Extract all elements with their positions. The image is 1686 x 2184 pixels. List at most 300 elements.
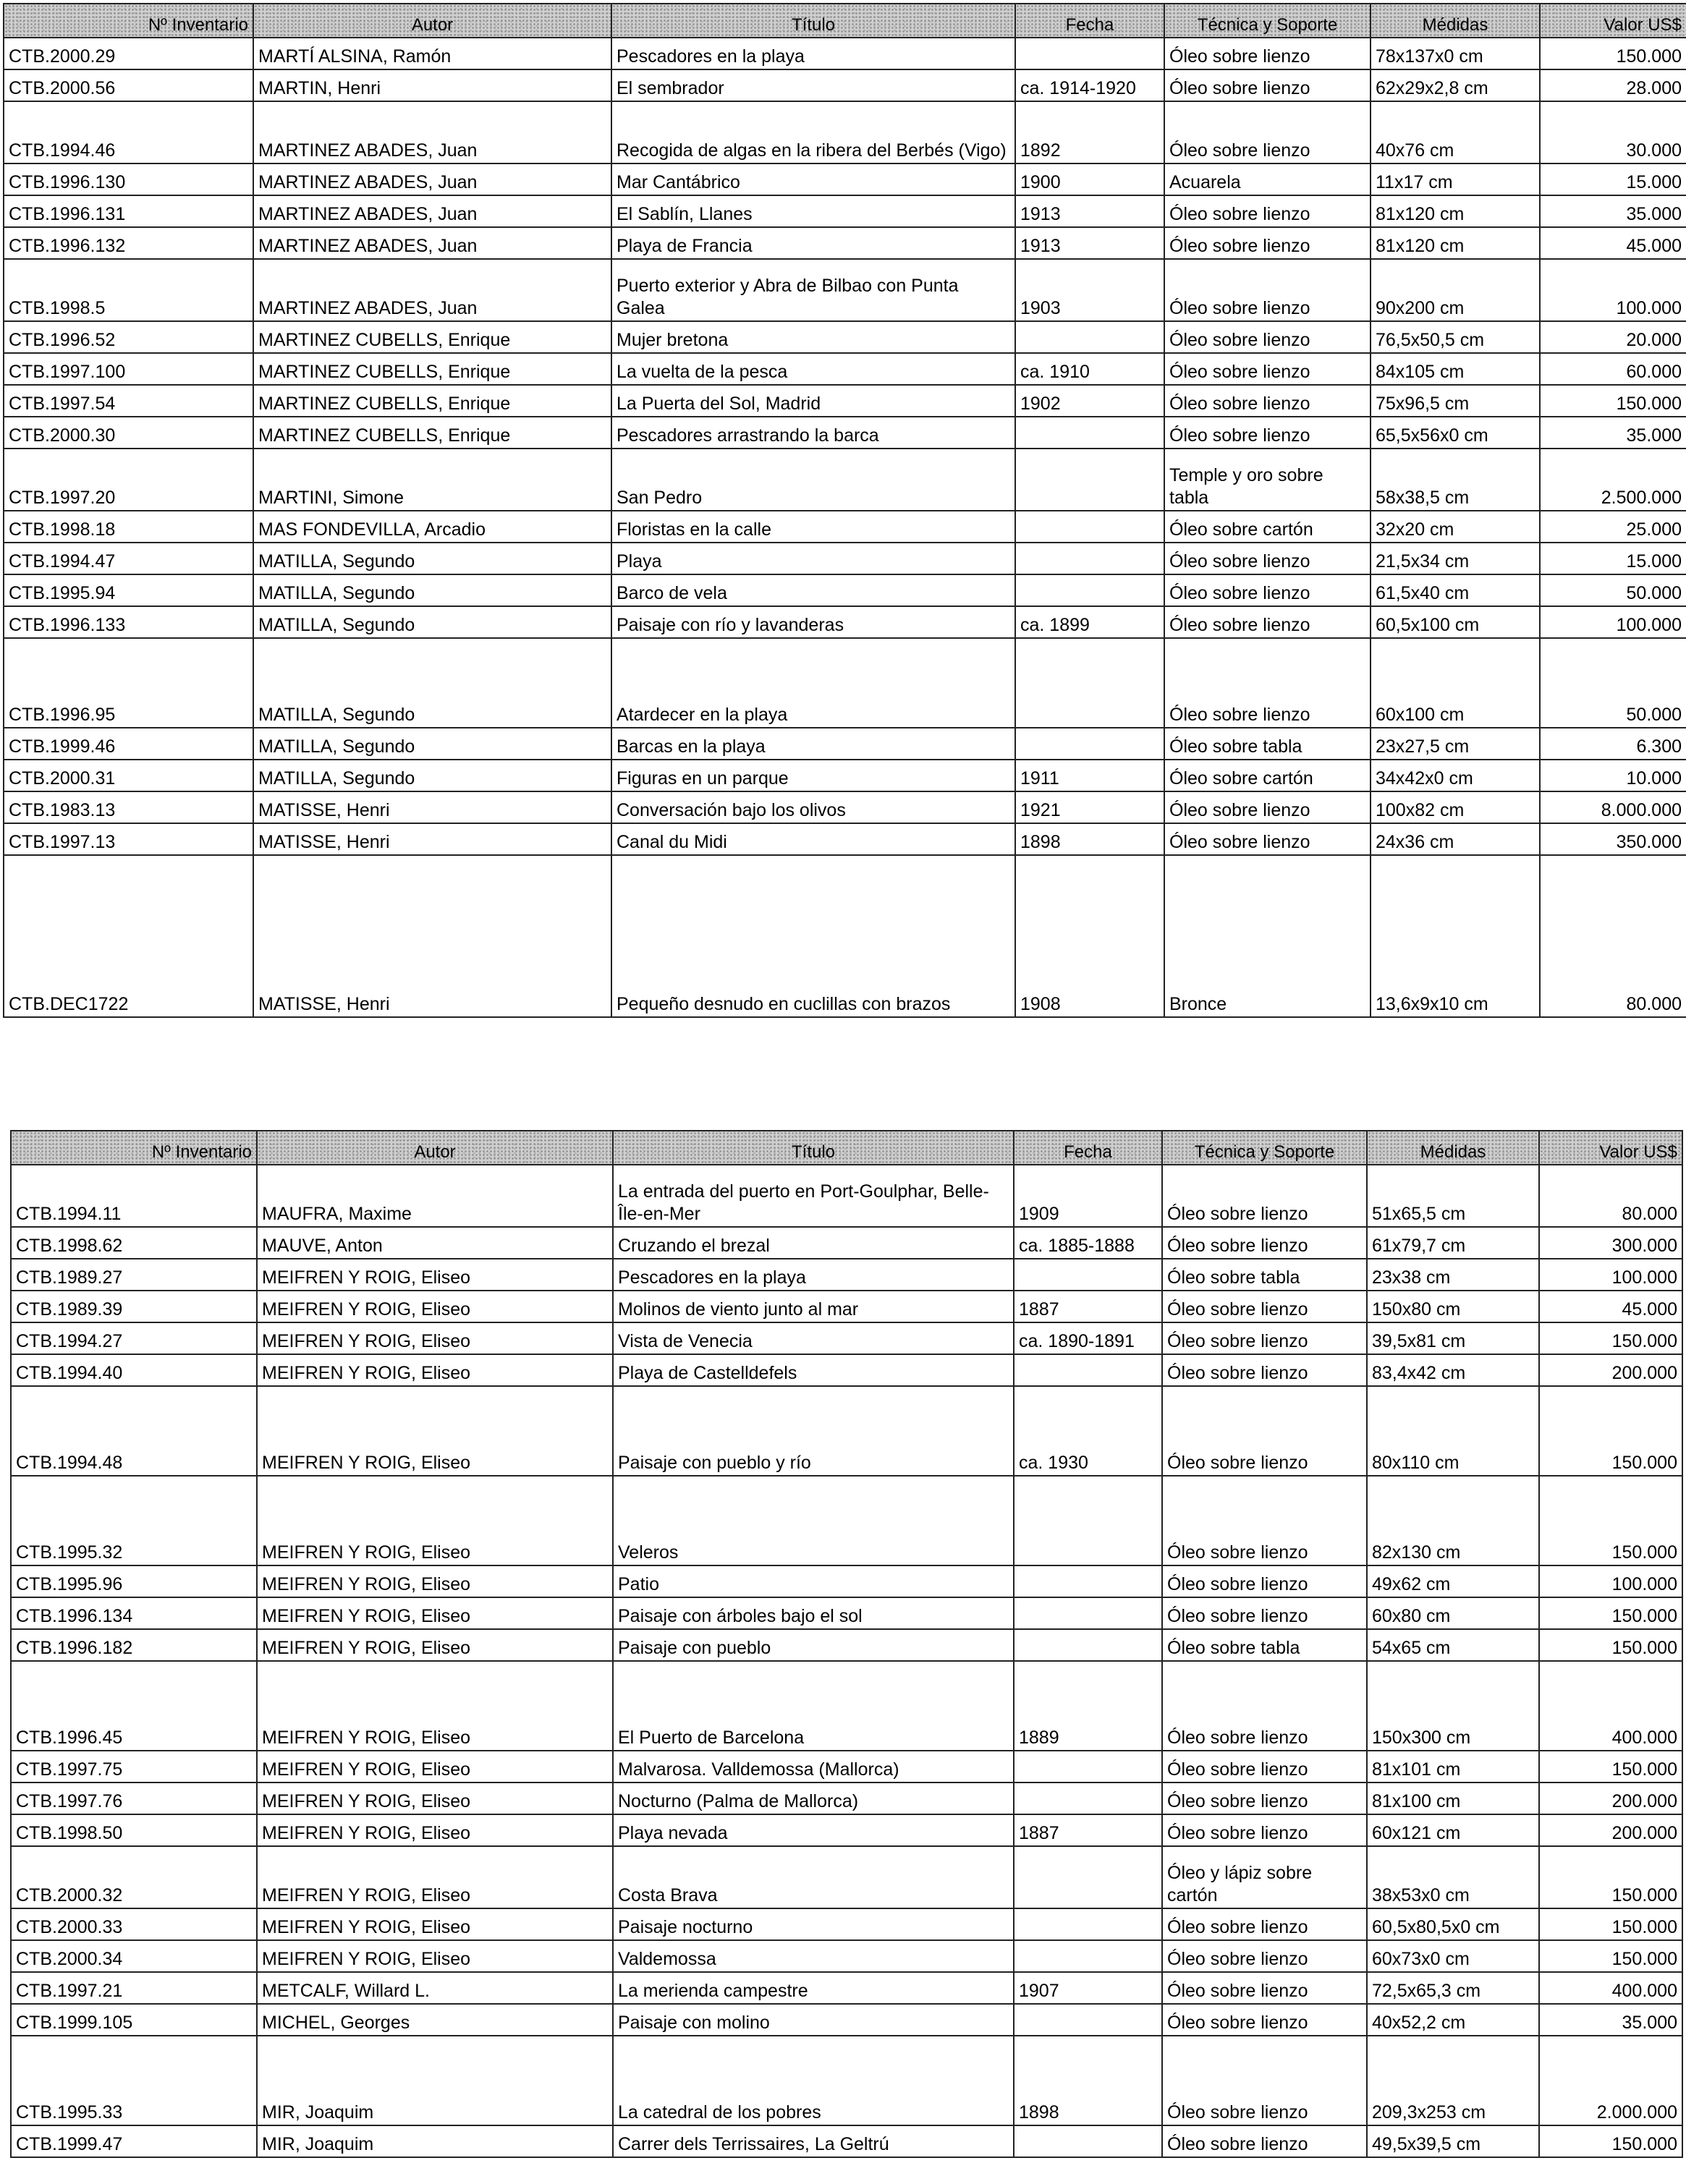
inventory-table-2	[10, 1130, 1683, 2158]
cell-inventario: CTB.1999.105	[11, 2004, 257, 2036]
cell-valor: 45.000	[1539, 1291, 1682, 1322]
cell-titulo: Playa de Francia	[611, 227, 1015, 259]
cell-medidas: 81x100 cm	[1367, 1783, 1539, 1814]
cell-medidas: 32x20 cm	[1371, 511, 1540, 543]
cell-fecha: 1898	[1015, 823, 1164, 855]
cell-medidas: 60,5x100 cm	[1371, 606, 1540, 638]
cell-autor: MEIFREN Y ROIG, Eliseo	[257, 1597, 613, 1629]
inventory-table-1	[3, 3, 1686, 1018]
cell-titulo: Playa de Castelldefels	[613, 1354, 1014, 1386]
cell-inventario: CTB.2000.30	[4, 417, 253, 449]
table-row	[4, 259, 1686, 321]
cell-medidas: 49x62 cm	[1367, 1565, 1539, 1597]
cell-medidas: 100x82 cm	[1371, 791, 1540, 823]
cell-inventario: CTB.1995.33	[11, 2036, 257, 2125]
cell-tecnica: Óleo sobre lienzo	[1162, 1908, 1367, 1940]
cell-medidas: 209,3x253 cm	[1367, 2036, 1539, 2125]
cell-tecnica: Óleo sobre lienzo	[1164, 385, 1371, 417]
cell-tecnica: Óleo sobre lienzo	[1162, 1476, 1367, 1565]
table-row	[4, 449, 1686, 511]
cell-autor: MEIFREN Y ROIG, Eliseo	[257, 1940, 613, 1972]
cell-autor: MIR, Joaquim	[257, 2036, 613, 2125]
cell-titulo: Paisaje con molino	[613, 2004, 1014, 2036]
cell-tecnica: Óleo sobre cartón	[1164, 511, 1371, 543]
cell-titulo: Canal du Midi	[611, 823, 1015, 855]
cell-tecnica: Óleo sobre cartón	[1164, 760, 1371, 791]
cell-titulo: Vista de Venecia	[613, 1322, 1014, 1354]
cell-inventario: CTB.2000.32	[11, 1846, 257, 1908]
cell-autor: MEIFREN Y ROIG, Eliseo	[257, 1354, 613, 1386]
cell-medidas: 81x101 cm	[1367, 1751, 1539, 1783]
cell-inventario: CTB.1998.18	[4, 511, 253, 543]
cell-valor: 2.500.000	[1540, 449, 1686, 511]
cell-fecha: 1908	[1015, 855, 1164, 1017]
cell-fecha	[1015, 728, 1164, 760]
cell-autor: MATILLA, Segundo	[253, 606, 611, 638]
cell-fecha: 1898	[1014, 2036, 1162, 2125]
cell-fecha: 1887	[1014, 1814, 1162, 1846]
cell-medidas: 24x36 cm	[1371, 823, 1540, 855]
cell-inventario: CTB.1996.95	[4, 638, 253, 728]
cell-autor: MARTINEZ ABADES, Juan	[253, 259, 611, 321]
cell-fecha	[1015, 449, 1164, 511]
cell-valor: 20.000	[1540, 321, 1686, 353]
cell-autor: MARTINEZ CUBELLS, Enrique	[253, 417, 611, 449]
cell-medidas: 72,5x65,3 cm	[1367, 1972, 1539, 2004]
cell-tecnica: Óleo sobre lienzo	[1162, 1227, 1367, 1259]
cell-inventario: CTB.1994.46	[4, 101, 253, 163]
cell-valor: 80.000	[1540, 855, 1686, 1017]
col-header-valor: Valor US$	[1540, 4, 1686, 38]
cell-valor: 100.000	[1540, 259, 1686, 321]
cell-valor: 15.000	[1540, 543, 1686, 574]
cell-valor: 6.300	[1540, 728, 1686, 760]
cell-valor: 150.000	[1539, 1322, 1682, 1354]
cell-fecha	[1014, 1629, 1162, 1661]
cell-tecnica: Óleo sobre lienzo	[1164, 227, 1371, 259]
cell-inventario: CTB.2000.31	[4, 760, 253, 791]
table-row	[4, 855, 1686, 1017]
cell-titulo: Nocturno (Palma de Mallorca)	[613, 1783, 1014, 1814]
cell-inventario: CTB.1994.48	[11, 1386, 257, 1476]
cell-titulo: Cruzando el brezal	[613, 1227, 1014, 1259]
cell-fecha: 1913	[1015, 195, 1164, 227]
cell-valor: 80.000	[1539, 1165, 1682, 1227]
cell-autor: METCALF, Willard L.	[257, 1972, 613, 2004]
cell-titulo: Figuras en un parque	[611, 760, 1015, 791]
table-row	[4, 195, 1686, 227]
cell-valor: 150.000	[1539, 2125, 1682, 2157]
table-row	[4, 760, 1686, 791]
cell-fecha	[1014, 1751, 1162, 1783]
cell-valor: 150.000	[1539, 1629, 1682, 1661]
table-row	[11, 1565, 1682, 1597]
table-row	[11, 1940, 1682, 1972]
cell-fecha	[1014, 1940, 1162, 1972]
cell-fecha	[1015, 638, 1164, 728]
cell-titulo: Paisaje con río y lavanderas	[611, 606, 1015, 638]
cell-titulo: Malvarosa. Valldemossa (Mallorca)	[613, 1751, 1014, 1783]
cell-tecnica: Óleo sobre lienzo	[1164, 543, 1371, 574]
cell-fecha	[1014, 1354, 1162, 1386]
cell-titulo: Costa Brava	[613, 1846, 1014, 1908]
cell-titulo: San Pedro	[611, 449, 1015, 511]
cell-fecha: 1900	[1015, 163, 1164, 195]
table-row	[4, 385, 1686, 417]
table-row	[4, 543, 1686, 574]
cell-medidas: 34x42x0 cm	[1371, 760, 1540, 791]
col-header-titulo: Título	[613, 1131, 1014, 1165]
cell-autor: MEIFREN Y ROIG, Eliseo	[257, 1565, 613, 1597]
cell-tecnica: Óleo sobre lienzo	[1162, 1940, 1367, 1972]
cell-inventario: CTB.1998.50	[11, 1814, 257, 1846]
cell-medidas: 84x105 cm	[1371, 353, 1540, 385]
cell-fecha: 1909	[1014, 1165, 1162, 1227]
cell-valor: 400.000	[1539, 1661, 1682, 1751]
cell-titulo: La merienda campestre	[613, 1972, 1014, 2004]
cell-medidas: 81x120 cm	[1371, 227, 1540, 259]
cell-tecnica: Óleo sobre lienzo	[1162, 1322, 1367, 1354]
cell-inventario: CTB.1999.46	[4, 728, 253, 760]
table-row	[4, 638, 1686, 728]
cell-autor: MEIFREN Y ROIG, Eliseo	[257, 1476, 613, 1565]
cell-medidas: 21,5x34 cm	[1371, 543, 1540, 574]
table-row	[11, 2004, 1682, 2036]
cell-tecnica: Acuarela	[1164, 163, 1371, 195]
cell-tecnica: Óleo sobre lienzo	[1162, 1783, 1367, 1814]
col-header-tecnica: Técnica y Soporte	[1164, 4, 1371, 38]
cell-titulo: Floristas en la calle	[611, 511, 1015, 543]
cell-titulo: El Puerto de Barcelona	[613, 1661, 1014, 1751]
cell-fecha	[1014, 1597, 1162, 1629]
table-row	[11, 1291, 1682, 1322]
cell-valor: 150.000	[1539, 1940, 1682, 1972]
table-row	[4, 69, 1686, 101]
table-row	[4, 791, 1686, 823]
cell-autor: MAS FONDEVILLA, Arcadio	[253, 511, 611, 543]
cell-tecnica: Óleo sobre lienzo	[1162, 1972, 1367, 2004]
cell-inventario: CTB.1996.45	[11, 1661, 257, 1751]
cell-inventario: CTB.1994.27	[11, 1322, 257, 1354]
cell-titulo: Paisaje con pueblo	[613, 1629, 1014, 1661]
cell-tecnica: Óleo sobre lienzo	[1162, 1597, 1367, 1629]
cell-fecha	[1015, 543, 1164, 574]
cell-titulo: La entrada del puerto en Port-Goulphar, Belle-Île-en-Mer	[613, 1165, 1014, 1227]
cell-valor: 35.000	[1540, 417, 1686, 449]
cell-inventario: CTB.1997.100	[4, 353, 253, 385]
cell-autor: MARTINI, Simone	[253, 449, 611, 511]
cell-tecnica: Óleo sobre tabla	[1162, 1259, 1367, 1291]
cell-medidas: 11x17 cm	[1371, 163, 1540, 195]
cell-autor: MARTINEZ ABADES, Juan	[253, 227, 611, 259]
cell-autor: MICHEL, Georges	[257, 2004, 613, 2036]
table-row	[4, 163, 1686, 195]
cell-inventario: CTB.1994.11	[11, 1165, 257, 1227]
cell-fecha	[1014, 1783, 1162, 1814]
cell-medidas: 150x80 cm	[1367, 1291, 1539, 1322]
cell-autor: MEIFREN Y ROIG, Eliseo	[257, 1751, 613, 1783]
cell-inventario: CTB.1998.62	[11, 1227, 257, 1259]
cell-titulo: El Sablín, Llanes	[611, 195, 1015, 227]
table-row	[4, 227, 1686, 259]
cell-medidas: 60x73x0 cm	[1367, 1940, 1539, 1972]
cell-tecnica: Óleo sobre lienzo	[1162, 2004, 1367, 2036]
cell-titulo: Recogida de algas en la ribera del Berbés (Vigo)	[611, 101, 1015, 163]
cell-fecha	[1014, 1846, 1162, 1908]
table-row	[4, 101, 1686, 163]
table-row	[11, 1661, 1682, 1751]
cell-inventario: CTB.2000.34	[11, 1940, 257, 1972]
cell-tecnica: Óleo sobre lienzo	[1162, 1291, 1367, 1322]
cell-tecnica: Óleo sobre lienzo	[1164, 791, 1371, 823]
cell-medidas: 51x65,5 cm	[1367, 1165, 1539, 1227]
cell-valor: 150.000	[1539, 1476, 1682, 1565]
cell-medidas: 83,4x42 cm	[1367, 1354, 1539, 1386]
cell-medidas: 23x38 cm	[1367, 1259, 1539, 1291]
cell-inventario: CTB.2000.33	[11, 1908, 257, 1940]
cell-tecnica: Óleo sobre lienzo	[1162, 1386, 1367, 1476]
col-header-medidas: Médidas	[1367, 1131, 1539, 1165]
cell-tecnica: Óleo sobre lienzo	[1162, 1661, 1367, 1751]
cell-titulo: Paisaje con pueblo y río	[613, 1386, 1014, 1476]
cell-inventario: CTB.1989.39	[11, 1291, 257, 1322]
cell-fecha	[1014, 1476, 1162, 1565]
table-row	[11, 1259, 1682, 1291]
cell-fecha: 1887	[1014, 1291, 1162, 1322]
cell-valor: 150.000	[1539, 1386, 1682, 1476]
cell-autor: MEIFREN Y ROIG, Eliseo	[257, 1783, 613, 1814]
table-row	[11, 1227, 1682, 1259]
table-row	[4, 511, 1686, 543]
cell-medidas: 61,5x40 cm	[1371, 574, 1540, 606]
cell-autor: MEIFREN Y ROIG, Eliseo	[257, 1322, 613, 1354]
cell-autor: MIR, Joaquim	[257, 2125, 613, 2157]
cell-medidas: 40x76 cm	[1371, 101, 1540, 163]
cell-valor: 150.000	[1539, 1597, 1682, 1629]
cell-titulo: Puerto exterior y Abra de Bilbao con Punta Galea	[611, 259, 1015, 321]
cell-valor: 150.000	[1540, 38, 1686, 69]
cell-medidas: 81x120 cm	[1371, 195, 1540, 227]
table-row	[4, 417, 1686, 449]
cell-tecnica: Óleo y lápiz sobre cartón	[1162, 1846, 1367, 1908]
cell-fecha: ca. 1914-1920	[1015, 69, 1164, 101]
cell-medidas: 38x53x0 cm	[1367, 1846, 1539, 1908]
col-header-tecnica: Técnica y Soporte	[1162, 1131, 1367, 1165]
cell-valor: 150.000	[1539, 1751, 1682, 1783]
cell-titulo: Barco de vela	[611, 574, 1015, 606]
cell-valor: 200.000	[1539, 1814, 1682, 1846]
cell-fecha: 1902	[1015, 385, 1164, 417]
cell-inventario: CTB.1983.13	[4, 791, 253, 823]
cell-valor: 150.000	[1539, 1846, 1682, 1908]
cell-autor: MARTINEZ CUBELLS, Enrique	[253, 385, 611, 417]
table-row	[4, 321, 1686, 353]
cell-inventario: CTB.1989.27	[11, 1259, 257, 1291]
cell-inventario: CTB.1998.5	[4, 259, 253, 321]
cell-valor: 350.000	[1540, 823, 1686, 855]
cell-inventario: CTB.1999.47	[11, 2125, 257, 2157]
cell-valor: 15.000	[1540, 163, 1686, 195]
cell-autor: MARTIN, Henri	[253, 69, 611, 101]
cell-autor: MATISSE, Henri	[253, 823, 611, 855]
cell-fecha: 1907	[1014, 1972, 1162, 2004]
cell-inventario: CTB.2000.29	[4, 38, 253, 69]
cell-inventario: CTB.1996.130	[4, 163, 253, 195]
table-row	[11, 1629, 1682, 1661]
cell-medidas: 150x300 cm	[1367, 1661, 1539, 1751]
cell-titulo: Paisaje con árboles bajo el sol	[613, 1597, 1014, 1629]
cell-valor: 200.000	[1539, 1783, 1682, 1814]
cell-fecha: 1889	[1014, 1661, 1162, 1751]
cell-tecnica: Óleo sobre lienzo	[1164, 417, 1371, 449]
cell-autor: MEIFREN Y ROIG, Eliseo	[257, 1814, 613, 1846]
cell-inventario: CTB.1997.13	[4, 823, 253, 855]
cell-titulo: Paisaje nocturno	[613, 1908, 1014, 1940]
cell-inventario: CTB.1996.182	[11, 1629, 257, 1661]
cell-tecnica: Óleo sobre lienzo	[1164, 574, 1371, 606]
cell-inventario: CTB.1995.96	[11, 1565, 257, 1597]
cell-tecnica: Óleo sobre lienzo	[1164, 606, 1371, 638]
cell-inventario: CTB.1996.132	[4, 227, 253, 259]
cell-valor: 35.000	[1540, 195, 1686, 227]
cell-autor: MEIFREN Y ROIG, Eliseo	[257, 1661, 613, 1751]
cell-inventario: CTB.DEC1722	[4, 855, 253, 1017]
cell-titulo: Pescadores arrastrando la barca	[611, 417, 1015, 449]
table-row	[11, 1386, 1682, 1476]
table-row	[11, 2036, 1682, 2125]
cell-fecha: ca. 1890-1891	[1014, 1322, 1162, 1354]
cell-fecha	[1014, 1259, 1162, 1291]
cell-medidas: 49,5x39,5 cm	[1367, 2125, 1539, 2157]
cell-inventario: CTB.1997.76	[11, 1783, 257, 1814]
cell-tecnica: Óleo sobre lienzo	[1162, 1354, 1367, 1386]
cell-valor: 60.000	[1540, 353, 1686, 385]
cell-tecnica: Temple y oro sobre tabla	[1164, 449, 1371, 511]
cell-valor: 150.000	[1539, 1908, 1682, 1940]
cell-medidas: 60x80 cm	[1367, 1597, 1539, 1629]
cell-inventario: CTB.1994.40	[11, 1354, 257, 1386]
cell-autor: MATILLA, Segundo	[253, 760, 611, 791]
cell-tecnica: Óleo sobre lienzo	[1162, 1565, 1367, 1597]
cell-titulo: La Puerta del Sol, Madrid	[611, 385, 1015, 417]
cell-autor: MEIFREN Y ROIG, Eliseo	[257, 1908, 613, 1940]
cell-valor: 2.000.000	[1539, 2036, 1682, 2125]
cell-medidas: 60x100 cm	[1371, 638, 1540, 728]
cell-titulo: El sembrador	[611, 69, 1015, 101]
table-row	[11, 2125, 1682, 2157]
table-row	[4, 823, 1686, 855]
cell-autor: MARTINEZ ABADES, Juan	[253, 195, 611, 227]
cell-autor: MATISSE, Henri	[253, 855, 611, 1017]
cell-fecha	[1014, 1565, 1162, 1597]
table-row	[11, 1165, 1682, 1227]
cell-inventario: CTB.1996.134	[11, 1597, 257, 1629]
cell-valor: 100.000	[1539, 1565, 1682, 1597]
cell-titulo: Conversación bajo los olivos	[611, 791, 1015, 823]
cell-valor: 100.000	[1539, 1259, 1682, 1291]
cell-medidas: 61x79,7 cm	[1367, 1227, 1539, 1259]
table-row	[11, 1972, 1682, 2004]
col-header-inventario: Nº Inventario	[4, 4, 253, 38]
cell-autor: MARTINEZ CUBELLS, Enrique	[253, 321, 611, 353]
cell-medidas: 82x130 cm	[1367, 1476, 1539, 1565]
cell-autor: MEIFREN Y ROIG, Eliseo	[257, 1846, 613, 1908]
col-header-fecha: Fecha	[1014, 1131, 1162, 1165]
cell-tecnica: Óleo sobre lienzo	[1164, 823, 1371, 855]
cell-fecha	[1015, 511, 1164, 543]
cell-valor: 50.000	[1540, 638, 1686, 728]
cell-fecha	[1014, 1908, 1162, 1940]
cell-medidas: 75x96,5 cm	[1371, 385, 1540, 417]
cell-autor: MATILLA, Segundo	[253, 638, 611, 728]
cell-fecha: 1903	[1015, 259, 1164, 321]
table-header-row	[11, 1131, 1682, 1165]
cell-fecha: 1911	[1015, 760, 1164, 791]
cell-tecnica: Óleo sobre lienzo	[1164, 38, 1371, 69]
cell-valor: 10.000	[1540, 760, 1686, 791]
cell-titulo: Veleros	[613, 1476, 1014, 1565]
cell-tecnica: Óleo sobre lienzo	[1162, 1165, 1367, 1227]
cell-fecha	[1015, 417, 1164, 449]
cell-tecnica: Óleo sobre lienzo	[1162, 2036, 1367, 2125]
cell-autor: MATILLA, Segundo	[253, 728, 611, 760]
cell-tecnica: Óleo sobre lienzo	[1162, 2125, 1367, 2157]
cell-medidas: 13,6x9x10 cm	[1371, 855, 1540, 1017]
cell-titulo: Pequeño desnudo en cuclillas con brazos	[611, 855, 1015, 1017]
col-header-medidas: Médidas	[1371, 4, 1540, 38]
cell-fecha	[1014, 2004, 1162, 2036]
cell-inventario: CTB.1996.131	[4, 195, 253, 227]
table-row	[11, 1846, 1682, 1908]
cell-fecha: ca. 1885-1888	[1014, 1227, 1162, 1259]
cell-medidas: 80x110 cm	[1367, 1386, 1539, 1476]
cell-inventario: CTB.1997.75	[11, 1751, 257, 1783]
cell-valor: 300.000	[1539, 1227, 1682, 1259]
cell-tecnica: Óleo sobre lienzo	[1164, 195, 1371, 227]
cell-titulo: Mar Cantábrico	[611, 163, 1015, 195]
cell-inventario: CTB.1996.52	[4, 321, 253, 353]
cell-valor: 100.000	[1540, 606, 1686, 638]
table-header-row	[4, 4, 1686, 38]
cell-valor: 28.000	[1540, 69, 1686, 101]
cell-autor: MATISSE, Henri	[253, 791, 611, 823]
cell-medidas: 40x52,2 cm	[1367, 2004, 1539, 2036]
cell-tecnica: Óleo sobre tabla	[1162, 1629, 1367, 1661]
cell-inventario: CTB.1995.94	[4, 574, 253, 606]
table-row	[11, 1354, 1682, 1386]
col-header-titulo: Título	[611, 4, 1015, 38]
cell-fecha: 1913	[1015, 227, 1164, 259]
cell-tecnica: Óleo sobre lienzo	[1164, 101, 1371, 163]
table-row	[11, 1908, 1682, 1940]
cell-fecha: ca. 1910	[1015, 353, 1164, 385]
table-row	[4, 574, 1686, 606]
cell-autor: MAUVE, Anton	[257, 1227, 613, 1259]
col-header-fecha: Fecha	[1015, 4, 1164, 38]
table-row	[11, 1814, 1682, 1846]
cell-titulo: Valdemossa	[613, 1940, 1014, 1972]
cell-valor: 45.000	[1540, 227, 1686, 259]
cell-tecnica: Óleo sobre lienzo	[1162, 1814, 1367, 1846]
cell-valor: 150.000	[1540, 385, 1686, 417]
cell-medidas: 60,5x80,5x0 cm	[1367, 1908, 1539, 1940]
cell-inventario: CTB.1995.32	[11, 1476, 257, 1565]
cell-autor: MARTINEZ CUBELLS, Enrique	[253, 353, 611, 385]
cell-medidas: 23x27,5 cm	[1371, 728, 1540, 760]
cell-valor: 25.000	[1540, 511, 1686, 543]
cell-autor: MATILLA, Segundo	[253, 574, 611, 606]
cell-titulo: Pescadores en la playa	[613, 1259, 1014, 1291]
